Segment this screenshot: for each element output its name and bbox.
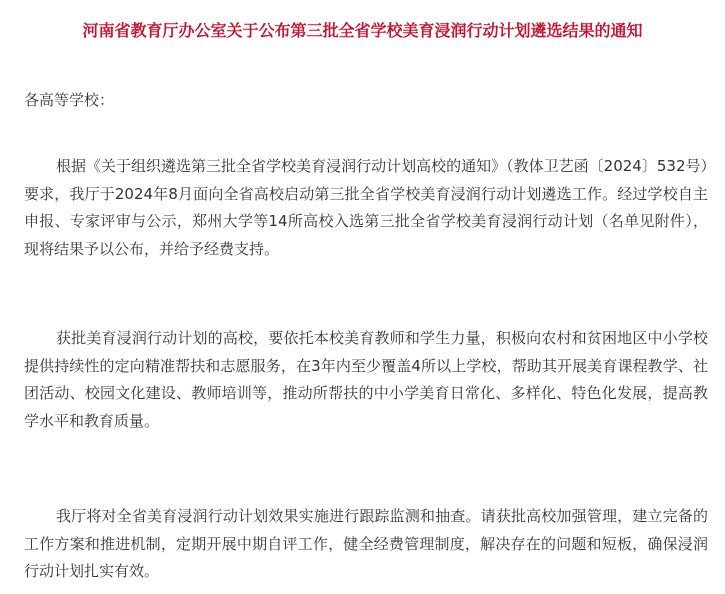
paragraph-2: 获批美育浸润行动计划的高校，要依托本校美育教师和学生力量，积极向农村和贫困地区中小学校提供持续性的定向精准帮扶和志愿服务，在3年内至少覆盖4所以上学校，帮助其开展美育课程教学、社团活动、校园文化建设、教师培训等，推动所帮扶的中小学美育日常化、多样化、特色化发展，提高教学水平和教育质量。 [24, 329, 708, 430]
paragraph-1: 根据《关于组织遴选第三批全省学校美育浸润行动计划高校的通知》（教体卫艺函〔2024〕532号）要求，我厅于2024年8月面向全省高校启动第三批全省学校美育浸润行动计划遴选工作。经过学校自主申报、专家评审与公示，郑州大学等14所高校入选第三批全省学校美育浸润行动计划（名单见附件），现将结果予以公布，并给予经费支持。 [24, 157, 708, 258]
notice-title: 河南省教育厅办公室关于公布第三批全省学校美育浸润行动计划遴选结果的通知 [82, 21, 643, 40]
salutation: 各高等学校： [24, 91, 115, 109]
paragraph-3: 我厅将对全省美育浸润行动计划效果实施进行跟踪监测和抽查。请获批高校加强管理，建立完备的工作方案和推进机制，定期开展中期自评工作，健全经费管理制度，解决存在的问题和短板，确保浸润行动计划扎实有效。 [24, 507, 708, 580]
